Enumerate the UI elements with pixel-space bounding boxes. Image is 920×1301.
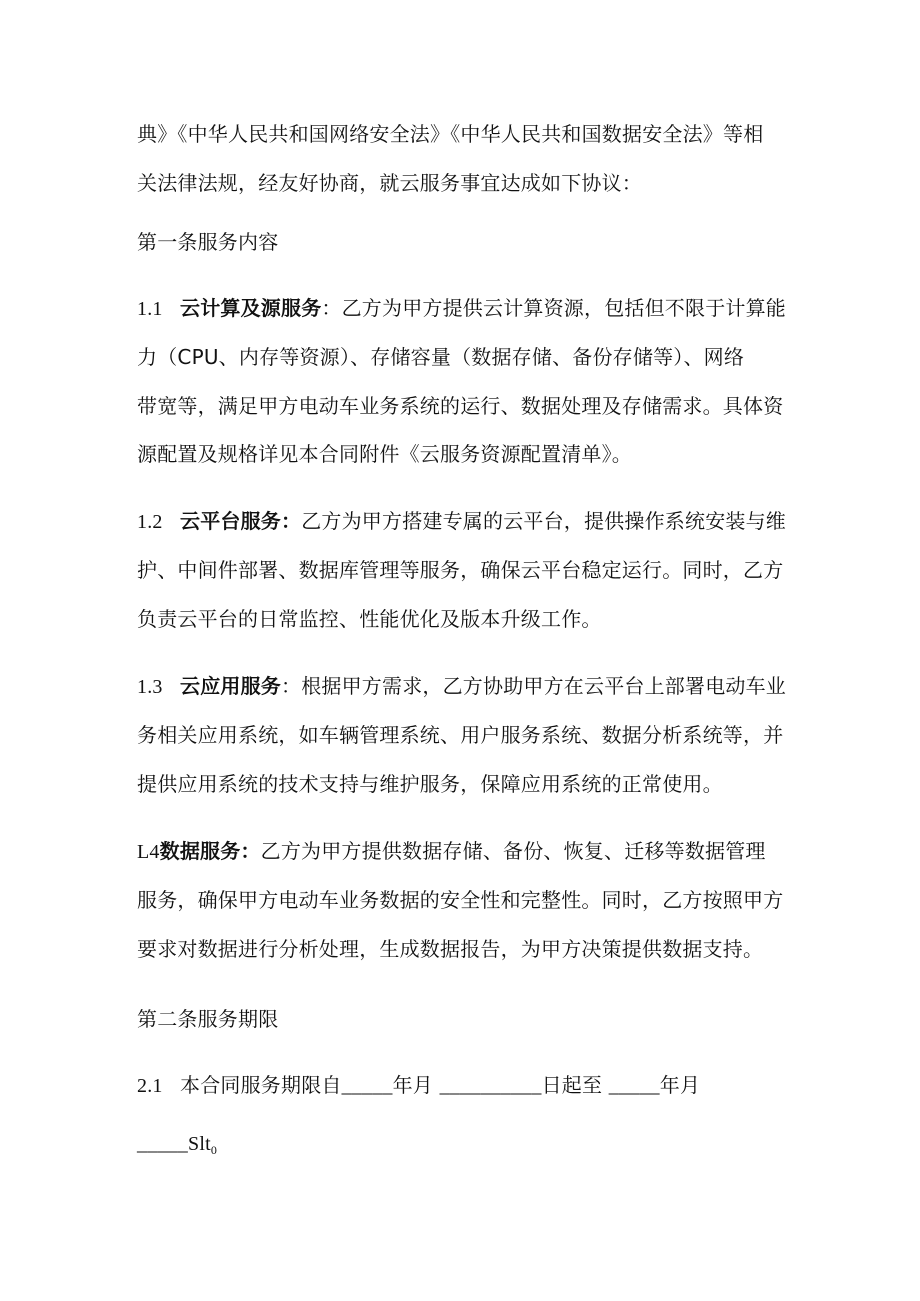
clause-number: 1.1	[137, 298, 163, 320]
clause-1-1-line-3: 带宽等，满足甲方电动车业务系统的运行、数据处理及存储需求。具体资	[137, 394, 784, 418]
date-blank-year-start: _____	[341, 1075, 393, 1097]
clause-separator: ：	[281, 674, 302, 698]
clause-heading: 云应用服务	[180, 674, 281, 698]
intro-line-2: 关法律法规，经友好协商，就云服务事宜达成如下协议：	[137, 171, 642, 195]
clause-1-3-line-3: 提供应用系统的技术支持与维护服务，保障应用系统的正常使用。	[137, 772, 723, 796]
clause-1-2-line-2: 护、中间件部署、数据库管理等服务，确保云平台稳定运行。同时，乙方	[137, 558, 784, 582]
intro-line-1: 典》《中华人民共和国网络安全法》《中华人民共和国数据安全法》等相	[137, 122, 764, 146]
clause-1-4-line-1	[137, 835, 797, 867]
clause-tail-subscript: 0	[210, 1143, 218, 1157]
clause-1-1-line-1	[137, 292, 797, 324]
clause-heading: 云平台服务：	[180, 509, 302, 533]
date-blank-day-start: __________	[439, 1075, 542, 1097]
clause-2-1-line-2	[137, 1127, 797, 1159]
clause-tail: Slt	[188, 1133, 211, 1155]
date-blank-day-end: _____	[137, 1133, 188, 1155]
clause-text: 乙方为甲方提供数据存储、备份、恢复、迁移等数据管理	[260, 839, 766, 863]
clause-1-1-line-2: 力（CPU、内存等资源）、存储容量（数据存储、备份存储等）、网络	[137, 345, 745, 369]
clause-1-3-line-1	[137, 670, 797, 702]
clause-1-1-line-4: 源配置及规格详见本合同附件《云服务资源配置清单》。	[137, 442, 632, 466]
clause-text: 乙方为甲方提供云计算资源，包括但不限于计算能	[341, 296, 787, 320]
clause-separator: ：	[321, 296, 342, 320]
clause-text-d: 年月	[659, 1073, 701, 1097]
date-blank-year-end: _____	[608, 1075, 660, 1097]
clause-heading: 数据服务：	[159, 839, 261, 863]
clause-1-3-line-2: 务相关应用系统，如车辆管理系统、用户服务系统、数据分析系统等，并	[137, 723, 784, 747]
clause-1-4-line-2: 服务，确保甲方电动车业务数据的安全性和完整性。同时，乙方按照甲方	[137, 888, 784, 912]
clause-text-c: 日起至	[541, 1073, 603, 1097]
clause-1-2-line-3: 负责云平台的日常监控、性能优化及版本升级工作。	[137, 607, 602, 631]
clause-text: 根据甲方需求，乙方协助甲方在云平台上部署电动车业	[301, 674, 787, 698]
article-2-title: 第二条服务期限	[137, 1007, 279, 1031]
clause-number: L4	[137, 841, 160, 863]
clause-number: 1.3	[137, 676, 163, 698]
clause-number: 1.2	[137, 511, 163, 533]
clause-1-4-line-3: 要求对数据进行分析处理，生成数据报告，为甲方决策提供数据支持。	[137, 937, 764, 961]
clause-text-b: 年月	[392, 1073, 434, 1097]
clause-heading: 云计算及源服务	[180, 296, 322, 320]
clause-text-a: 本合同服务期限自	[180, 1073, 342, 1097]
clause-number: 2.1	[137, 1075, 163, 1097]
article-1-title: 第一条服务内容	[137, 230, 279, 254]
clause-text: 乙方为甲方搭建专属的云平台，提供操作系统安装与维	[301, 509, 787, 533]
clause-2-1-line-1	[137, 1069, 797, 1101]
clause-1-2-line-1	[137, 505, 797, 537]
